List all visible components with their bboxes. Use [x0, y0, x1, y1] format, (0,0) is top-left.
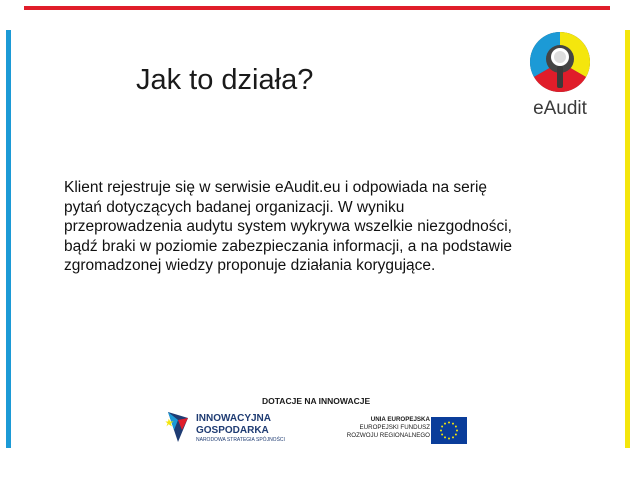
eu-flag-icon — [431, 417, 467, 444]
magnifier-icon — [525, 30, 595, 96]
ig-mark-icon — [164, 408, 192, 444]
funding-label: DOTACJE NA INNOWACJE — [262, 396, 371, 406]
body-paragraph: Klient rejestruje się w serwisie eAudit.eu i odpowiada na serię pytań dotyczących badanej organizacji. W wyniku przeprowadzenia audytu system wykrywa wszelkie niezgodności, bądź braki w poziomie zabezpieczania informacji, a na podstawie zgromadzonej wiedzy proponuje działania korygujące. — [64, 179, 513, 275]
ig-logo-line1: INNOWACYJNA — [196, 413, 272, 424]
right-accent-bar — [625, 30, 630, 448]
eu-line-1: UNIA EUROPEJSKA — [370, 416, 430, 423]
ig-logo-line3: NARODOWA STRATEGIA SPÓJNOŚCI — [196, 437, 285, 443]
innowacyjna-gospodarka-logo — [164, 408, 284, 448]
top-accent-bar — [24, 6, 610, 10]
eu-line-3: ROZWOJU REGIONALNEGO — [346, 432, 430, 439]
eu-text-block — [334, 416, 430, 440]
ig-logo-line2: GOSPODARKA — [196, 425, 269, 436]
eu-line-2: EUROPEJSKI FUNDUSZ — [359, 424, 430, 431]
eaudit-logo — [525, 30, 595, 122]
logo-text: eAudit — [533, 98, 587, 119]
left-accent-bar — [6, 30, 11, 448]
slide-title: Jak to działa? — [136, 64, 314, 96]
